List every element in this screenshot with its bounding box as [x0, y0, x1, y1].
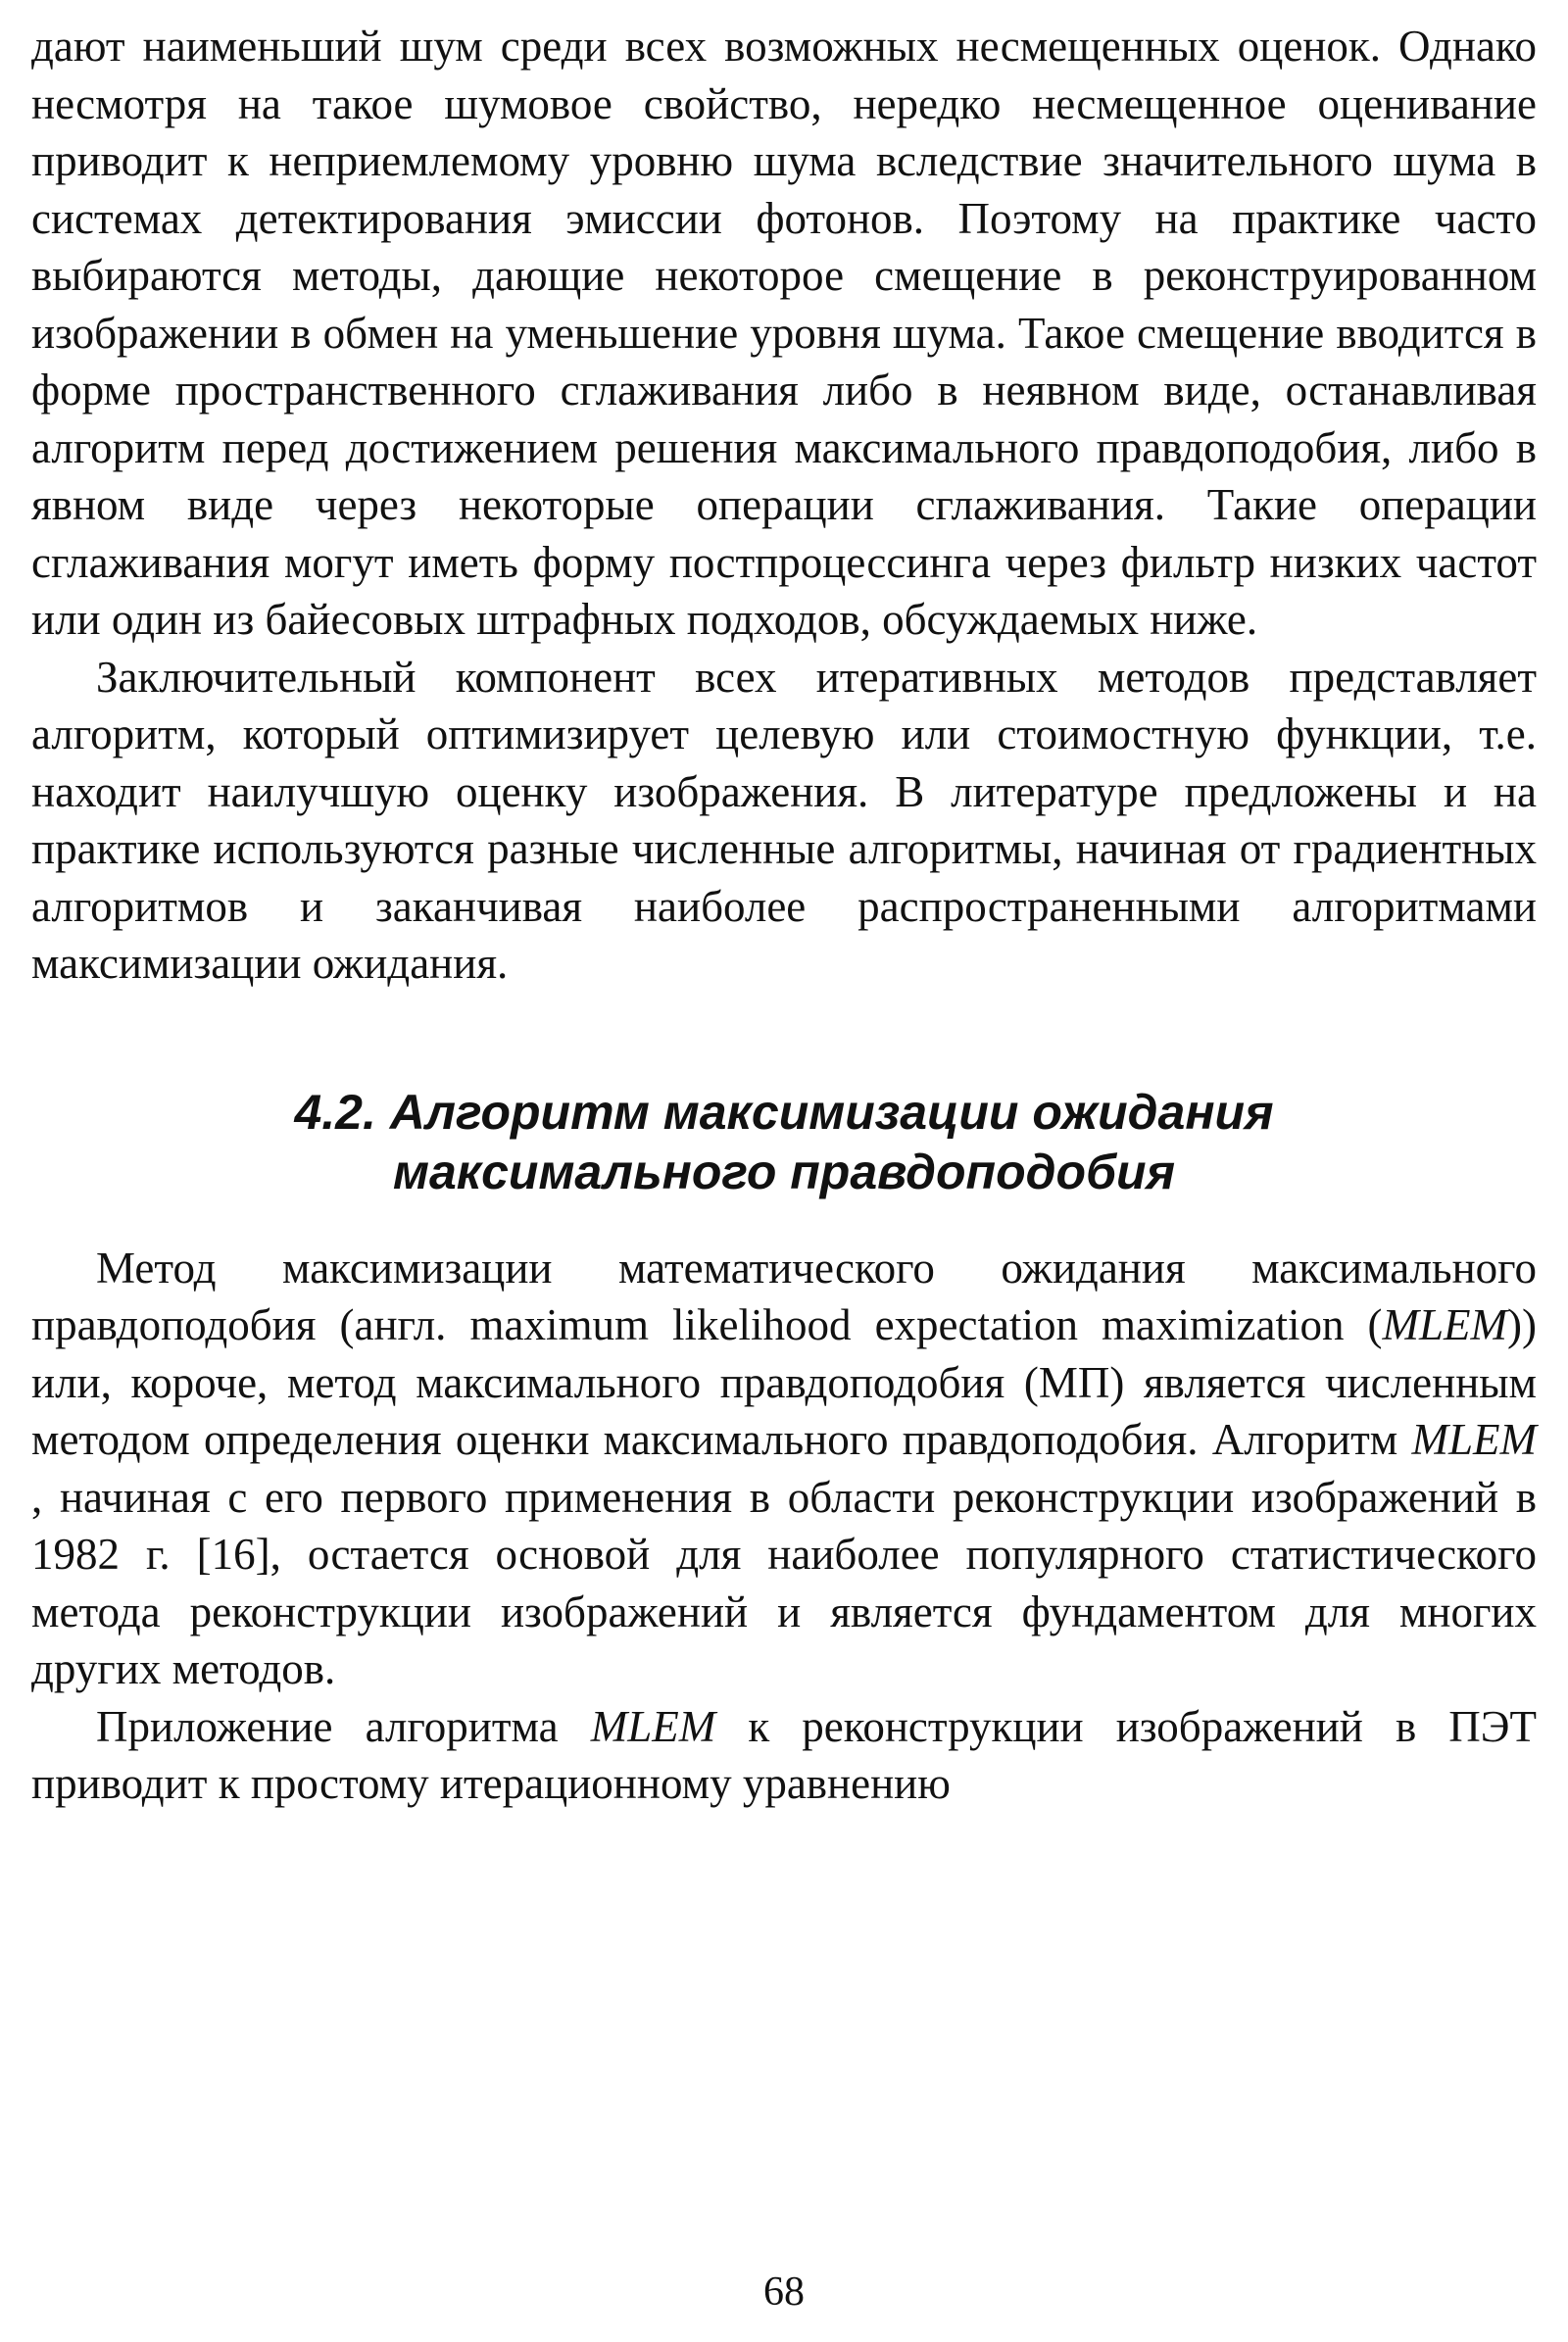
pet-text-part-2: к реконструкции изображений в ПЭТ приводит к простому итерационному уравнению — [31, 1701, 1537, 1808]
section-heading-line-1 — [31, 1083, 1537, 1143]
mlem-text-part-3: , начиная с его первого применения в области реконструкции изображений в 1982 г. [16], остается основой для наиболее популярного статистического метода реконструкции изображений и является фундаментом для многих других методов. — [31, 1472, 1537, 1693]
page-content — [31, 18, 1537, 1813]
mlem-text-part-2: )) или, короче, метод максимального правдоподобия (МП) является численным методом определения оценки максимального правдоподобия. Алгоритм — [31, 1300, 1537, 1464]
page-number: 68 — [763, 2269, 805, 2315]
paragraph-pet-application — [31, 1698, 1537, 1813]
mlem-term: MLEM — [1411, 1415, 1537, 1464]
paragraph-mlem-method — [31, 1240, 1537, 1698]
paragraph-optimization-algorithm: Заключительный компонент всех итеративных методов представляет алгоритм, который оптимизирует целевую или стоимостную функции, т.е. находит наилучшую оценку изображения. В литературе предложены и на практике используются разные численные алгоритмы, начиная от градиентных алгоритмов и заканчивая наиболее распространенными алгоритмами максимизации ожидания. — [31, 652, 1537, 988]
section-heading-line-2: максимального правдоподобия — [392, 1144, 1176, 1199]
section-title-part-1: Алгоритм максимизации ожидания — [389, 1084, 1274, 1140]
pet-text-part-1: Приложение алгоритма — [96, 1701, 591, 1751]
section-heading — [31, 1083, 1537, 1202]
section-number: 4.2. — [294, 1084, 376, 1140]
mlem-term: MLEM — [590, 1701, 716, 1751]
mlem-text-part-1: Метод максимизации математического ожидания максимального правдоподобия (англ. maximum likelihood expectation maximization ( — [31, 1243, 1537, 1349]
paragraph-noise-bias: дают наименьший шум среди всех возможных несмещенных оценок. Однако несмотря на такое шумовое свойство, нередко несмещенное оценивание приводит к неприемлемому уровню шума вследствие значительного шума в системах детектирования эмиссии фотонов. Поэтому на практике часто выбираются методы, дающие некоторое смещение в реконструированном изображении в обмен на уменьшение уровня шума. Такое смещение вводится в форме пространственного сглаживания либо в неявном виде, останавливая алгоритм перед достижением решения максимального правдоподобия, либо в явном виде через некоторые операции сглаживания. Такие операции сглаживания могут иметь форму постпроцессинга через фильтр низких частот или один из байесовых штрафных подходов, обсуждаемых ниже. — [31, 22, 1537, 644]
mlem-term: MLEM — [1382, 1300, 1508, 1349]
